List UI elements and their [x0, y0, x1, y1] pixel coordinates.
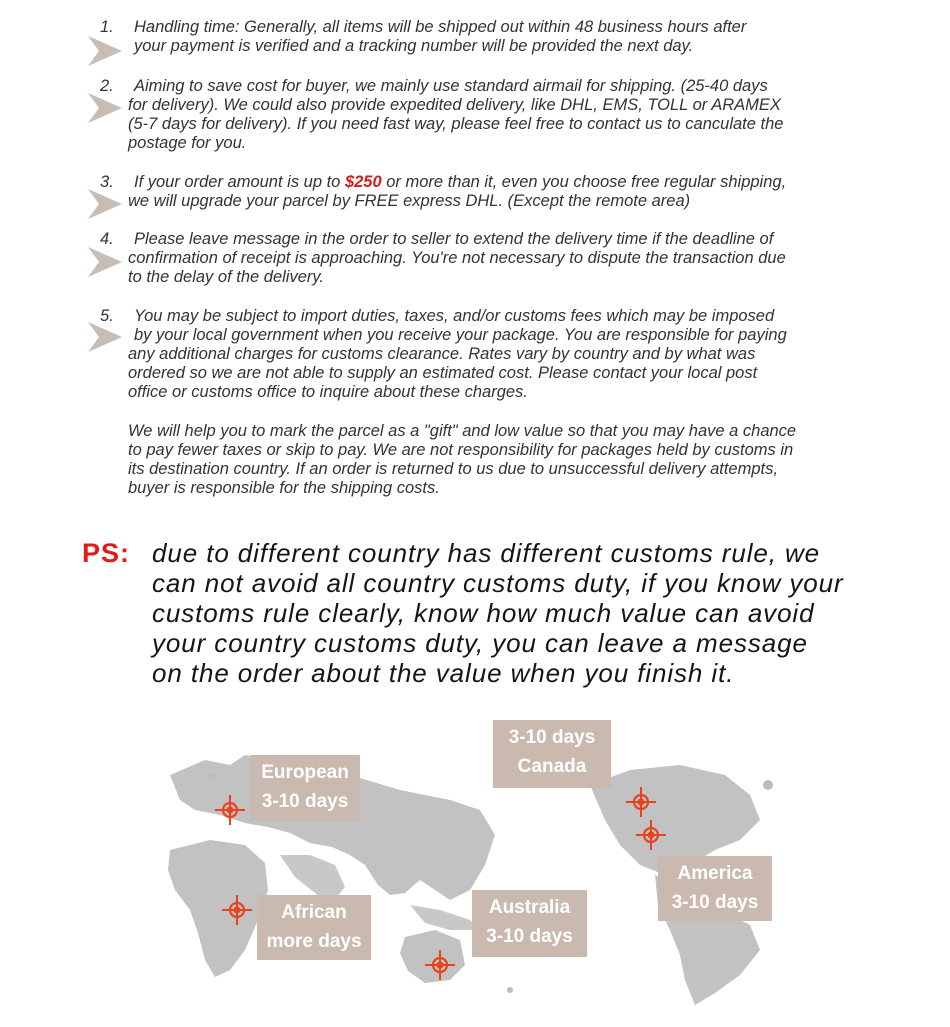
tag-region: African [281, 902, 347, 923]
item-text-line: Aiming to save cost for buyer, we mainly use standard airmail for shipping. (25-40 days [134, 77, 768, 95]
price-highlight: $250 [344, 173, 382, 191]
ps-text-line: customs rule clearly, know how much value can avoid [152, 598, 815, 628]
item-number: 3. [100, 173, 114, 191]
item-text-line: to pay fewer taxes or skip to pay. We are not responsibility for packages held by customs in [128, 441, 794, 459]
tag-region: Canada [517, 756, 587, 777]
item-text-line: ordered so we are not able to supply an estimated cost. Please contact your local post [128, 364, 758, 382]
item-text-line [134, 173, 786, 192]
africa-target-icon [222, 895, 252, 925]
item-text-line: to the delay of the delivery. [128, 268, 324, 286]
ps-text-line: can not avoid all country customs duty, if you know your [152, 568, 844, 598]
tag-region: America [677, 863, 753, 884]
tag-region: Australia [488, 897, 571, 918]
arrow-bullet-icon [88, 322, 122, 352]
africa-shipping-tag [257, 895, 371, 960]
item-text-line: We will help you to mark the parcel as a "gift" and low value so that you may have a chance [128, 422, 797, 440]
item-text-line: its destination country. If an order is returned to us due to unsuccessful delivery attempts, [128, 460, 778, 478]
text-fragment: or more than it, even you choose free regular shipping, [381, 173, 787, 191]
item-text-line: Please leave message in the order to seller to extend the delivery time if the deadline of [134, 230, 774, 248]
item-number: 5. [100, 307, 114, 325]
tag-days: 3-10 days [508, 727, 596, 748]
item-text-line: we will upgrade your parcel by FREE express DHL. (Except the remote area) [128, 192, 691, 210]
canada-shipping-tag [493, 720, 611, 788]
item-text-line: confirmation of receipt is approaching. You're not necessary to dispute the transaction due [128, 249, 786, 267]
item-text-line: any additional charges for customs clearance. Rates vary by country and by what was [128, 345, 756, 363]
item-number: 4. [100, 230, 114, 248]
item-text-line: for delivery). We could also provide expedited delivery, like DHL, EMS, TOLL or ARAMEX [128, 96, 781, 114]
america-shipping-tag [658, 856, 772, 921]
item-text-line: buyer is responsible for the shipping costs. [128, 479, 440, 497]
shipping-world-map [150, 715, 790, 1015]
item-text-line: postage for you. [128, 134, 247, 152]
arrow-bullet-icon [88, 189, 122, 219]
item-text-line: office or customs office to inquire about these charges. [128, 383, 528, 401]
arrow-bullet-icon [88, 93, 122, 123]
item-text-line: Handling time: Generally, all items will be shipped out within 48 business hours after [134, 18, 747, 36]
item-text-line: your payment is verified and a tracking number will be provided the next day. [134, 37, 694, 55]
ps-label: PS: [82, 538, 131, 568]
africa-landmass [168, 840, 268, 977]
europe-shipping-tag [250, 755, 360, 821]
tag-days: 3-10 days [671, 892, 759, 913]
america-target-icon [636, 820, 666, 850]
item-number: 2. [100, 77, 114, 95]
ps-text-line: your country customs duty, you can leave a message [152, 628, 808, 658]
australia-shipping-tag [472, 890, 587, 957]
canada-target-icon [626, 787, 656, 817]
item-text-line: You may be subject to import duties, taxes, and/or customs fees which may be imposed [134, 307, 775, 325]
tag-days: 3-10 days [261, 791, 349, 812]
item-text-line: (5-7 days for delivery). If you need fast way, please feel free to contact us to canculate the [128, 115, 784, 133]
text-fragment: If your order amount is up to [134, 173, 345, 191]
tag-days: 3-10 days [486, 926, 573, 947]
arrow-bullet-icon [88, 36, 122, 66]
europe-target-icon [215, 795, 245, 825]
arrow-bullet-icon [88, 247, 122, 277]
ps-text-line: on the order about the value when you finish it. [152, 658, 735, 688]
ps-text-line: due to different country has different customs rule, we [152, 538, 821, 568]
tag-days: more days [266, 931, 362, 952]
tag-region: European [261, 762, 349, 783]
islands-landmass [410, 905, 480, 930]
item-text-line: by your local government when you receive your package. You are responsible for paying [134, 326, 787, 344]
item-number: 1. [100, 18, 114, 36]
australia-target-icon [425, 950, 455, 980]
